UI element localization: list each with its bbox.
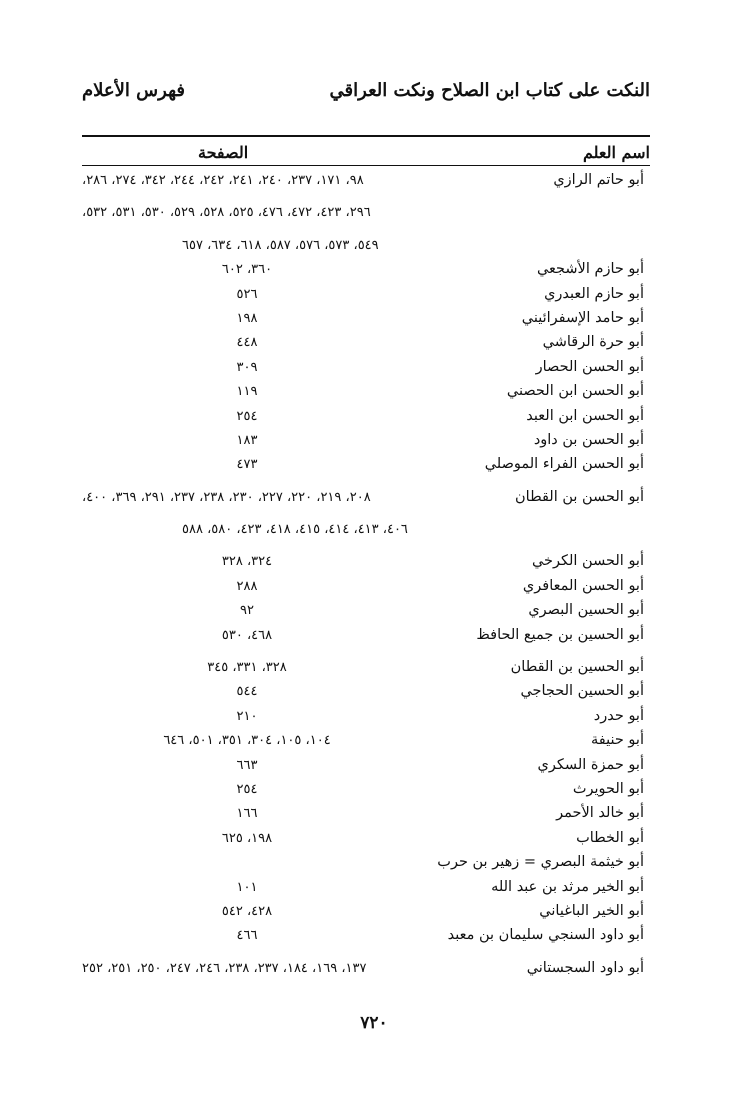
- book-title: النكت على كتاب ابن الصلاح ونكت العراقي: [329, 80, 650, 101]
- page-refs: ٤٤٨: [236, 335, 258, 351]
- page-refs: ٩٢: [240, 603, 254, 619]
- index-row: [82, 852, 650, 876]
- index-row: [82, 958, 650, 982]
- page-refs: ١٣٧، ١٦٩، ١٨٤، ٢٣٧، ٢٣٨، ٢٤٦، ٢٤٧، ٢٥٠، ٢٥١، ٢٥٢: [82, 960, 367, 976]
- index-row: [82, 925, 650, 949]
- person-name: أبو الحسين الحجاجي: [520, 683, 644, 700]
- page-refs: ٤٦٦: [236, 928, 258, 944]
- index-row-continuation: [82, 519, 650, 543]
- index-row: [82, 877, 650, 901]
- person-name: أبو الحسن ابن العبد: [526, 407, 644, 424]
- person-name: أبو الحسن الحصار: [535, 358, 644, 375]
- page-refs: ٢١٠: [236, 708, 258, 724]
- index-row: [82, 332, 650, 356]
- index-row: [82, 706, 650, 730]
- page-refs: ٣٢٨، ٣٣١، ٣٤٥: [207, 660, 287, 676]
- person-name: أبو داود السنجي سليمان بن معبد: [447, 927, 644, 944]
- index-row: [82, 284, 650, 308]
- page-refs: ١٩٨، ٦٢٥: [221, 830, 273, 846]
- index-row: [82, 381, 650, 405]
- page-refs: ٢٨٨: [236, 578, 258, 594]
- index-row: [82, 828, 650, 852]
- index-row: [82, 657, 650, 681]
- index-row: [82, 779, 650, 803]
- page-refs: ٤٦٨، ٥٣٠: [221, 627, 273, 643]
- person-name: أبو خيثمة البصري = زهير بن حرب: [437, 854, 644, 871]
- page-refs: ٢٥٤: [236, 781, 258, 797]
- index-table: [82, 170, 650, 982]
- page-refs: ٤٠٦، ٤١٣، ٤١٤، ٤١٥، ٤١٨، ٤٢٣، ٥٨٠، ٥٨٨: [182, 522, 408, 538]
- person-name: أبو حازم الأشجعي: [536, 261, 644, 278]
- person-name: أبو حرة الرقاشي: [542, 334, 644, 351]
- page-refs: ٥٢٦: [236, 286, 258, 302]
- page-refs: ٩٨، ١٧١، ٢٣٧، ٢٤٠، ٢٤١، ٢٤٢، ٢٤٤، ٣٤٢، ٢٧٤، ٢٨٦،: [82, 173, 364, 188]
- section-title: فهرس الأعلام: [82, 80, 185, 101]
- page-refs: ١٩٨: [236, 310, 258, 326]
- person-name: أبو الحسن بن داود: [533, 431, 644, 448]
- person-name: أبو داود السجستاني: [526, 959, 644, 976]
- index-row-continuation: [82, 235, 650, 259]
- person-name: أبو حنيفة: [591, 732, 644, 749]
- person-name: أبو الخير مرثد بن عبد الله: [491, 878, 644, 895]
- person-name: أبو حدرد: [593, 707, 644, 724]
- person-name: أبو الحسين بن جميع الحافظ: [476, 626, 644, 643]
- person-name: أبو الحسين بن القطان: [510, 659, 644, 676]
- page-refs: ١٦٦: [236, 806, 258, 822]
- page-refs: ١٠٤، ١٠٥، ٣٠٤، ٣٥١، ٥٠١، ٦٤٦: [163, 733, 331, 749]
- person-name: أبو الخطاب: [576, 829, 644, 846]
- index-row: [82, 170, 650, 194]
- page-refs: ٢٩٦، ٤٢٣، ٤٧٢، ٤٧٦، ٥٢٥، ٥٢٨، ٥٢٩، ٥٣٠، ٥٣١، ٥٣٢،: [82, 205, 371, 221]
- page-refs: ١٨٣: [236, 432, 258, 448]
- page-refs: ١٠١: [236, 879, 258, 895]
- person-name: أبو حمزة السكري: [537, 756, 644, 773]
- page-refs: ٢٥٤: [236, 408, 258, 424]
- page-refs: ٣٢٤، ٣٢٨: [221, 554, 273, 570]
- person-name: أبو الحسن المعافري: [522, 577, 644, 594]
- index-row: [82, 308, 650, 332]
- index-row: [82, 576, 650, 600]
- index-row: [82, 803, 650, 827]
- index-row: [82, 681, 650, 705]
- person-name: أبو الحسن الفراء الموصلي: [484, 456, 644, 473]
- index-row: [82, 600, 650, 624]
- page-refs: ٥٤٩، ٥٧٣، ٥٧٦، ٥٨٧، ٦١٨، ٦٣٤، ٦٥٧: [182, 237, 379, 253]
- page-refs: ١١٩: [236, 384, 258, 400]
- page-refs: ٢٠٨، ٢١٩، ٢٢٠، ٢٢٧، ٢٣٠، ٢٣٨، ٢٣٧، ٢٩١، ٣٦٩، ٤٠٠،: [82, 489, 371, 505]
- page-refs: ٥٤٤: [236, 684, 258, 700]
- index-row: [82, 755, 650, 779]
- index-row: [82, 625, 650, 649]
- top-rule: [82, 135, 650, 137]
- index-row: [82, 487, 650, 511]
- index-row-continuation: [82, 202, 650, 226]
- person-name: أبو الحسن الكرخي: [531, 553, 644, 570]
- column-header-pages: الصفحة: [198, 143, 249, 162]
- person-name: أبو حازم العبدري: [544, 285, 644, 302]
- person-name: أبو حاتم الرازي: [553, 172, 644, 188]
- index-row: [82, 551, 650, 575]
- index-row: [82, 454, 650, 478]
- person-name: أبو الحسن بن القطان: [515, 488, 644, 505]
- page-refs: ٣٦٠، ٦٠٢: [221, 262, 273, 278]
- page-refs: ٤٧٣: [236, 457, 258, 473]
- index-row: [82, 259, 650, 283]
- index-row: [82, 357, 650, 381]
- column-header-name: اسم العلم: [582, 143, 650, 162]
- person-name: أبو الحسن ابن الحصني: [506, 383, 644, 400]
- person-name: أبو حامد الإسفرائيني: [521, 309, 644, 326]
- index-row: [82, 430, 650, 454]
- index-row: [82, 901, 650, 925]
- person-name: أبو الخير الباغياني: [539, 902, 644, 919]
- page-number: ٧٢٠: [360, 1013, 388, 1033]
- person-name: أبو خالد الأحمر: [556, 805, 644, 822]
- page-refs: ٤٢٨، ٥٤٢: [221, 903, 273, 919]
- page-refs: ٣٠٩: [236, 359, 258, 375]
- person-name: أبو الحويرث: [572, 780, 644, 797]
- person-name: أبو الحسين البصري: [528, 602, 644, 619]
- header-rule: [82, 165, 650, 166]
- index-row: [82, 730, 650, 754]
- index-row: [82, 406, 650, 430]
- page-refs: ٦٦٣: [236, 757, 258, 773]
- running-header: [82, 80, 650, 110]
